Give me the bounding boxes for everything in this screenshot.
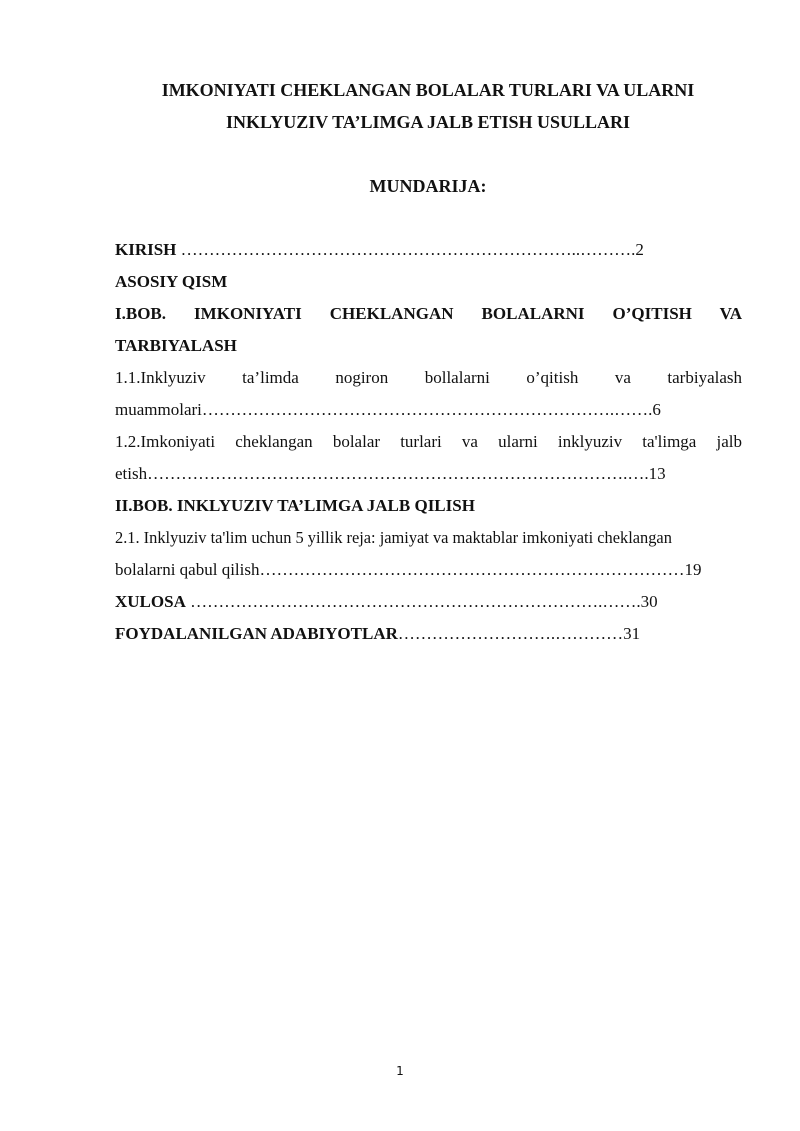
toc-xulosa-leader: ……………………………………………………………….……. — [185, 592, 641, 611]
toc-kirish-leader: ……………………………………………………………..………. — [176, 240, 636, 259]
toc-entry-kirish[interactable] — [115, 234, 742, 266]
table-of-contents — [115, 234, 742, 650]
toc-section-2-1-line-1[interactable]: 2.1. Inklyuziv ta'lim uchun 5 yillik reja: jamiyat va maktablar imkoniyati cheklangan — [115, 528, 672, 547]
toc-section-1-1-line-1[interactable]: 1.1.Inklyuziv ta’limda nogiron bollalarni o’qitish va tarbiyalash — [115, 368, 742, 387]
toc-section-1-2-line-2[interactable] — [115, 458, 742, 490]
toc-xulosa-page: 30 — [640, 592, 658, 611]
title-line-2: INKLYUZIV TA’LIMGA JALB ETISH USULLARI — [225, 112, 631, 132]
toc-foydalanilgan-label: FOYDALANILGAN ADABIYOTLAR — [115, 624, 398, 643]
toc-section-1-2-text: etish — [115, 464, 148, 483]
toc-entry-foydalanilgan-adabiyotlar[interactable] — [115, 618, 742, 650]
toc-section-1-1-line-2[interactable] — [115, 394, 742, 426]
toc-chapter-2[interactable]: II.BOB. INKLYUZIV TA’LIMGA JALB QILISH — [115, 496, 475, 515]
toc-kirish-label: KIRISH — [115, 240, 177, 259]
toc-section-1-1-leader: ……………………………………………………………….……. — [201, 400, 653, 419]
toc-section-1-2-leader: ………………………………………………………………………….…. — [147, 464, 649, 483]
toc-xulosa-label: XULOSA — [115, 592, 186, 611]
toc-entry-xulosa[interactable] — [115, 586, 742, 618]
contents-heading: MUNDARIJA: — [369, 176, 487, 196]
toc-foydalanilgan-leader: ……………………….………… — [397, 624, 624, 643]
document-title — [100, 74, 756, 138]
toc-section-2-1-leader: ………………………………………………………………… — [259, 560, 685, 579]
toc-section-2-1-page: 19 — [684, 560, 702, 579]
toc-section-1-1-text: muammolari — [115, 400, 202, 419]
toc-section-1-1-page: 6 — [652, 400, 661, 419]
toc-chapter-1-line-2[interactable]: TARBIYALASH — [115, 336, 237, 355]
toc-asosiy-qism: ASOSIY QISM — [115, 272, 228, 291]
toc-section-1-2-page: 13 — [648, 464, 666, 483]
toc-chapter-1-line-1[interactable]: I.BOB. IMKONIYATI CHEKLANGAN BOLALARNI O’QITISH VA — [115, 304, 742, 323]
title-line-1: IMKONIYATI CHEKLANGAN BOLALAR TURLARI VA ULARNI — [161, 80, 695, 100]
toc-section-2-1-text: bolalarni qabul qilish — [115, 560, 260, 579]
page-number: 1 — [396, 1064, 404, 1078]
toc-section-2-1-line-2[interactable] — [115, 554, 742, 586]
toc-kirish-page: 2 — [635, 240, 644, 259]
toc-section-1-2-line-1[interactable]: 1.2.Imkoniyati cheklangan bolalar turlari va ularni inklyuziv ta'limga jalb — [115, 432, 742, 451]
toc-foydalanilgan-page: 31 — [623, 624, 641, 643]
